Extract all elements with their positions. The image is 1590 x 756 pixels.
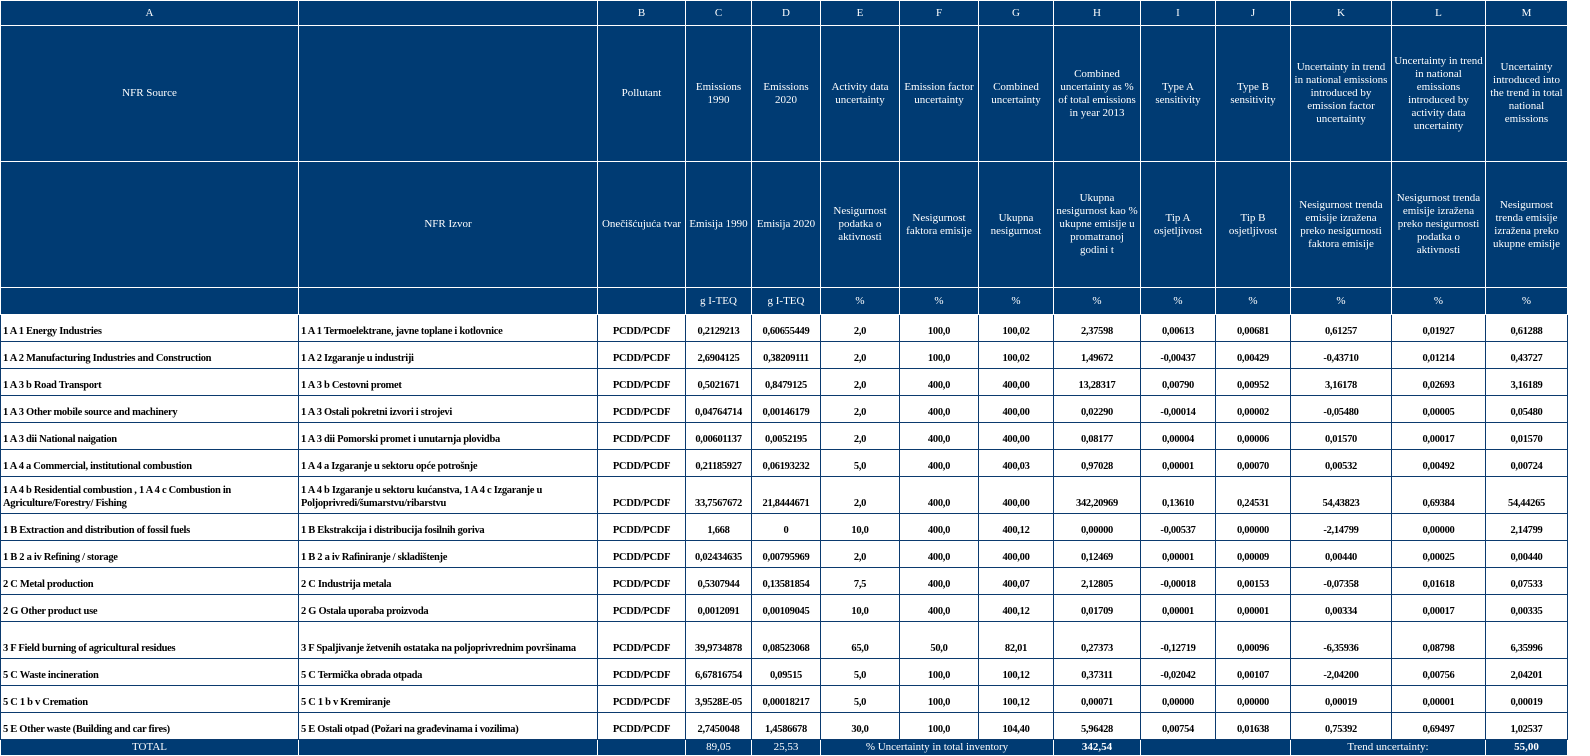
type-b-sensitivity-cell[interactable]: 0,00952 [1216, 369, 1291, 396]
emissions-2020-cell[interactable]: 0,00795969 [752, 541, 821, 568]
pollutant-cell[interactable]: PCDD/PCDF [598, 686, 686, 713]
emissions-1990-cell[interactable]: 0,0012091 [686, 595, 752, 622]
activity-data-uncertainty-cell[interactable]: 7,5 [821, 568, 900, 595]
combined-uncertainty-cell[interactable]: 400,00 [979, 396, 1054, 423]
nfr-izvor-cell[interactable]: 1 A 4 a Izgaranje u sektoru opće potrošnje [299, 450, 598, 477]
emissions-2020-cell[interactable]: 0,00146179 [752, 396, 821, 423]
nfr-source-cell[interactable]: 2 C Metal production [1, 568, 299, 595]
activity-data-uncertainty-cell[interactable]: 5,0 [821, 686, 900, 713]
emission-factor-uncertainty-cell[interactable]: 100,0 [900, 315, 979, 342]
emission-factor-uncertainty-cell[interactable]: 100,0 [900, 713, 979, 740]
croatian-column-header-12[interactable]: Nesigurnost trenda emisije izražena preko nesigurnosti podatka o aktivnosti [1392, 162, 1486, 288]
type-b-sensitivity-cell[interactable]: 0,00000 [1216, 514, 1291, 541]
combined-uncertainty-cell[interactable]: 100,12 [979, 659, 1054, 686]
croatian-column-header-8[interactable]: Ukupna nesigurnost kao % ukupne emisije u promatranoj godini t [1054, 162, 1141, 288]
activity-data-uncertainty-cell[interactable]: 2,0 [821, 423, 900, 450]
combined-uncertainty-pct-cell[interactable]: 0,97028 [1054, 450, 1141, 477]
croatian-column-header-7[interactable]: Ukupna nesigurnost [979, 162, 1054, 288]
combined-uncertainty-cell[interactable]: 82,01 [979, 622, 1054, 659]
table-row [1, 450, 1568, 477]
type-a-sensitivity-cell[interactable]: 0,00004 [1141, 423, 1216, 450]
english-header-row [1, 26, 1568, 162]
table-row [1, 622, 1568, 659]
type-a-sensitivity-cell[interactable]: -0,00437 [1141, 342, 1216, 369]
nfr-izvor-cell[interactable]: 1 B Ekstrakcija i distribucija fosilnih goriva [299, 514, 598, 541]
combined-uncertainty-pct-cell[interactable]: 0,37311 [1054, 659, 1141, 686]
type-a-sensitivity-cell[interactable]: 0,00000 [1141, 686, 1216, 713]
emission-factor-uncertainty-cell[interactable]: 400,0 [900, 595, 979, 622]
total-row [1, 740, 1568, 756]
activity-data-uncertainty-cell[interactable]: 5,0 [821, 659, 900, 686]
table-row [1, 595, 1568, 622]
emissions-2020-cell[interactable]: 0,09515 [752, 659, 821, 686]
english-column-header-7[interactable]: Combined uncertainty [979, 26, 1054, 162]
column-letter-header-2[interactable]: B [598, 1, 686, 26]
total-empty-cell[interactable] [598, 740, 686, 756]
emissions-2020-cell[interactable]: 1,4586678 [752, 713, 821, 740]
combined-uncertainty-cell[interactable]: 100,12 [979, 686, 1054, 713]
nfr-izvor-cell[interactable]: 1 A 3 dii Pomorski promet i unutarnja plovidba [299, 423, 598, 450]
combined-uncertainty-cell[interactable]: 400,00 [979, 477, 1054, 514]
trend-total-uncertainty-cell[interactable]: 0,00019 [1486, 686, 1568, 713]
english-column-header-4[interactable]: Emissions 2020 [752, 26, 821, 162]
combined-uncertainty-cell[interactable]: 400,07 [979, 568, 1054, 595]
emission-factor-uncertainty-cell[interactable]: 400,0 [900, 396, 979, 423]
unit-header-13[interactable]: % [1486, 288, 1568, 315]
column-letter-header-12[interactable]: L [1392, 1, 1486, 26]
type-a-sensitivity-cell[interactable]: -0,00537 [1141, 514, 1216, 541]
english-column-header-11[interactable]: Uncertainty in trend in national emissions introduced by emission factor uncertainty [1291, 26, 1392, 162]
trend-total-uncertainty-cell[interactable]: 54,44265 [1486, 477, 1568, 514]
emission-factor-uncertainty-cell[interactable]: 400,0 [900, 541, 979, 568]
emissions-1990-cell[interactable]: 6,67816754 [686, 659, 752, 686]
nfr-izvor-cell[interactable]: 2 G Ostala uporaba proizvoda [299, 595, 598, 622]
trend-ef-uncertainty-cell[interactable]: 0,00440 [1291, 541, 1392, 568]
column-letter-header-10[interactable]: J [1216, 1, 1291, 26]
croatian-header-row [1, 162, 1568, 288]
croatian-column-header-0[interactable] [1, 162, 299, 288]
type-a-sensitivity-cell[interactable]: 0,00790 [1141, 369, 1216, 396]
trend-total-uncertainty-cell[interactable]: 0,00335 [1486, 595, 1568, 622]
total-empty-cell[interactable] [299, 740, 598, 756]
unit-header-4[interactable]: g I-TEQ [752, 288, 821, 315]
nfr-izvor-cell[interactable]: 1 A 2 Izgaranje u industriji [299, 342, 598, 369]
nfr-source-cell[interactable]: 1 A 1 Energy Industries [1, 315, 299, 342]
english-column-header-12[interactable]: Uncertainty in trend in national emissions introduced by activity data uncertainty [1392, 26, 1486, 162]
trend-ad-uncertainty-cell[interactable]: 0,00000 [1392, 514, 1486, 541]
trend-ef-uncertainty-cell[interactable]: -6,35936 [1291, 622, 1392, 659]
trend-uncertainty-label[interactable]: Trend uncertainty: [1291, 740, 1486, 756]
table-row [1, 514, 1568, 541]
croatian-column-header-6[interactable]: Nesigurnost faktora emisije [900, 162, 979, 288]
nfr-source-cell[interactable]: 3 F Field burning of agricultural residues [1, 622, 299, 659]
unit-header-8[interactable]: % [1054, 288, 1141, 315]
pollutant-cell[interactable]: PCDD/PCDF [598, 541, 686, 568]
column-letter-header-4[interactable]: D [752, 1, 821, 26]
type-a-sensitivity-cell[interactable]: -0,12719 [1141, 622, 1216, 659]
pollutant-cell[interactable]: PCDD/PCDF [598, 342, 686, 369]
emissions-1990-cell[interactable]: 3,9528E-05 [686, 686, 752, 713]
type-a-sensitivity-cell[interactable]: 0,00001 [1141, 541, 1216, 568]
column-letter-header-7[interactable]: G [979, 1, 1054, 26]
unit-header-11[interactable]: % [1291, 288, 1392, 315]
column-letters-row [1, 1, 1568, 26]
nfr-izvor-cell[interactable]: 5 C 1 b v Kremiranje [299, 686, 598, 713]
nfr-izvor-cell[interactable]: 1 A 3 Ostali pokretni izvori i strojevi [299, 396, 598, 423]
type-b-sensitivity-cell[interactable]: 0,00153 [1216, 568, 1291, 595]
trend-total-uncertainty-cell[interactable]: 3,16189 [1486, 369, 1568, 396]
english-column-header-2[interactable]: Pollutant [598, 26, 686, 162]
total-emissions-2020[interactable]: 25,53 [752, 740, 821, 756]
pollutant-cell[interactable]: PCDD/PCDF [598, 659, 686, 686]
type-b-sensitivity-cell[interactable]: 0,00096 [1216, 622, 1291, 659]
trend-ad-uncertainty-cell[interactable]: 0,00492 [1392, 450, 1486, 477]
type-b-sensitivity-cell[interactable]: 0,00000 [1216, 686, 1291, 713]
type-a-sensitivity-cell[interactable]: -0,02042 [1141, 659, 1216, 686]
english-column-header-5[interactable]: Activity data uncertainty [821, 26, 900, 162]
type-a-sensitivity-cell[interactable]: -0,00014 [1141, 396, 1216, 423]
combined-uncertainty-pct-cell[interactable]: 2,12805 [1054, 568, 1141, 595]
nfr-source-cell[interactable]: 1 B Extraction and distribution of fossil fuels [1, 514, 299, 541]
trend-ef-uncertainty-cell[interactable]: 54,43823 [1291, 477, 1392, 514]
english-column-header-0[interactable]: NFR Source [1, 26, 299, 162]
type-a-sensitivity-cell[interactable]: -0,00018 [1141, 568, 1216, 595]
emissions-2020-cell[interactable]: 0,60655449 [752, 315, 821, 342]
emissions-1990-cell[interactable]: 0,5307944 [686, 568, 752, 595]
combined-uncertainty-pct-cell[interactable]: 0,02290 [1054, 396, 1141, 423]
trend-ef-uncertainty-cell[interactable]: 0,00019 [1291, 686, 1392, 713]
nfr-source-cell[interactable]: 2 G Other product use [1, 595, 299, 622]
trend-total-uncertainty-cell[interactable]: 2,14799 [1486, 514, 1568, 541]
unit-header-6[interactable]: % [900, 288, 979, 315]
type-b-sensitivity-cell[interactable]: 0,00070 [1216, 450, 1291, 477]
croatian-column-header-9[interactable]: Tip A osjetljivost [1141, 162, 1216, 288]
nfr-izvor-cell[interactable]: 5 C Termička obrada otpada [299, 659, 598, 686]
trend-ad-uncertainty-cell[interactable]: 0,00756 [1392, 659, 1486, 686]
croatian-column-header-2[interactable]: Onečišćujuća tvar [598, 162, 686, 288]
english-column-header-9[interactable]: Type A sensitivity [1141, 26, 1216, 162]
croatian-column-header-3[interactable]: Emisija 1990 [686, 162, 752, 288]
trend-ef-uncertainty-cell[interactable]: 0,00532 [1291, 450, 1392, 477]
nfr-source-cell[interactable]: 5 E Other waste (Building and car fires) [1, 713, 299, 740]
emission-factor-uncertainty-cell[interactable]: 50,0 [900, 622, 979, 659]
trend-ad-uncertainty-cell[interactable]: 0,01214 [1392, 342, 1486, 369]
type-b-sensitivity-cell[interactable]: 0,00681 [1216, 315, 1291, 342]
type-a-sensitivity-cell[interactable]: 0,00001 [1141, 450, 1216, 477]
type-a-sensitivity-cell[interactable]: 0,13610 [1141, 477, 1216, 514]
croatian-column-header-11[interactable]: Nesigurnost trenda emisije izražena preko nesigurnosti faktora emisije [1291, 162, 1392, 288]
combined-uncertainty-cell[interactable]: 400,00 [979, 369, 1054, 396]
emissions-2020-cell[interactable]: 0,00018217 [752, 686, 821, 713]
nfr-source-cell[interactable]: 1 A 4 a Commercial, institutional combustion [1, 450, 299, 477]
pollutant-cell[interactable]: PCDD/PCDF [598, 568, 686, 595]
type-b-sensitivity-cell[interactable]: 0,00006 [1216, 423, 1291, 450]
table-row [1, 659, 1568, 686]
combined-uncertainty-pct-cell[interactable]: 1,49672 [1054, 342, 1141, 369]
combined-uncertainty-pct-cell[interactable]: 2,37598 [1054, 315, 1141, 342]
emissions-1990-cell[interactable]: 39,9734878 [686, 622, 752, 659]
trend-total-uncertainty-cell[interactable]: 0,00724 [1486, 450, 1568, 477]
trend-total-uncertainty-cell[interactable]: 0,61288 [1486, 315, 1568, 342]
emissions-1990-cell[interactable]: 0,00601137 [686, 423, 752, 450]
trend-uncertainty-value[interactable]: 55,00 [1486, 740, 1568, 756]
nfr-izvor-cell[interactable]: 1 A 3 b Cestovni promet [299, 369, 598, 396]
trend-total-uncertainty-cell[interactable]: 2,04201 [1486, 659, 1568, 686]
unit-header-3[interactable]: g I-TEQ [686, 288, 752, 315]
trend-ef-uncertainty-cell[interactable]: 0,00334 [1291, 595, 1392, 622]
units-row [1, 288, 1568, 315]
combined-uncertainty-cell[interactable]: 104,40 [979, 713, 1054, 740]
unit-header-12[interactable]: % [1392, 288, 1486, 315]
table-row [1, 541, 1568, 568]
english-column-header-1[interactable] [299, 26, 598, 162]
english-column-header-3[interactable]: Emissions 1990 [686, 26, 752, 162]
emissions-1990-cell[interactable]: 0,2129213 [686, 315, 752, 342]
activity-data-uncertainty-cell[interactable]: 2,0 [821, 342, 900, 369]
unit-header-2[interactable] [598, 288, 686, 315]
column-letter-header-13[interactable]: M [1486, 1, 1568, 26]
unit-header-7[interactable]: % [979, 288, 1054, 315]
unit-header-1[interactable] [299, 288, 598, 315]
emission-factor-uncertainty-cell[interactable]: 400,0 [900, 568, 979, 595]
type-b-sensitivity-cell[interactable]: 0,00001 [1216, 595, 1291, 622]
table-row [1, 568, 1568, 595]
pollutant-cell[interactable]: PCDD/PCDF [598, 369, 686, 396]
trend-ef-uncertainty-cell[interactable]: -0,07358 [1291, 568, 1392, 595]
table-row [1, 477, 1568, 514]
activity-data-uncertainty-cell[interactable]: 30,0 [821, 713, 900, 740]
column-letter-header-9[interactable]: I [1141, 1, 1216, 26]
trend-ef-uncertainty-cell[interactable]: -0,43710 [1291, 342, 1392, 369]
column-letter-header-5[interactable]: E [821, 1, 900, 26]
activity-data-uncertainty-cell[interactable]: 10,0 [821, 595, 900, 622]
column-letter-header-1[interactable] [299, 1, 598, 26]
unit-header-5[interactable]: % [821, 288, 900, 315]
trend-ad-uncertainty-cell[interactable]: 0,02693 [1392, 369, 1486, 396]
nfr-source-cell[interactable]: 5 C 1 b v Cremation [1, 686, 299, 713]
emissions-2020-cell[interactable]: 0,8479125 [752, 369, 821, 396]
croatian-column-header-1[interactable]: NFR Izvor [299, 162, 598, 288]
column-letter-header-8[interactable]: H [1054, 1, 1141, 26]
total-inventory-label[interactable]: % Uncertainty in total inventory [821, 740, 1054, 756]
column-letter-header-11[interactable]: K [1291, 1, 1392, 26]
total-emissions-1990[interactable]: 89,05 [686, 740, 752, 756]
trend-ad-uncertainty-cell[interactable]: 0,00017 [1392, 595, 1486, 622]
pollutant-cell[interactable]: PCDD/PCDF [598, 450, 686, 477]
nfr-source-cell[interactable]: 1 B 2 a iv Refining / storage [1, 541, 299, 568]
nfr-izvor-cell[interactable]: 1 A 1 Termoelektrane, javne toplane i kotlovnice [299, 315, 598, 342]
nfr-izvor-cell[interactable]: 1 A 4 b Izgaranje u sektoru kućanstva, 1 A 4 c Izgaranje u Poljoprivredi/šumarstvu/ribarstvu [299, 477, 598, 514]
table-row [1, 315, 1568, 342]
emissions-2020-cell[interactable]: 0,38209111 [752, 342, 821, 369]
english-column-header-6[interactable]: Emission factor uncertainty [900, 26, 979, 162]
pollutant-cell[interactable]: PCDD/PCDF [598, 315, 686, 342]
emissions-2020-cell[interactable]: 21,8444671 [752, 477, 821, 514]
combined-uncertainty-cell[interactable]: 400,00 [979, 541, 1054, 568]
table-row [1, 686, 1568, 713]
trend-ad-uncertainty-cell[interactable]: 0,00001 [1392, 686, 1486, 713]
unit-header-0[interactable] [1, 288, 299, 315]
emission-factor-uncertainty-cell[interactable]: 400,0 [900, 477, 979, 514]
trend-ad-uncertainty-cell[interactable]: 0,69497 [1392, 713, 1486, 740]
total-label[interactable]: TOTAL [1, 740, 299, 756]
emission-factor-uncertainty-cell[interactable]: 400,0 [900, 450, 979, 477]
table-row [1, 342, 1568, 369]
pollutant-cell[interactable]: PCDD/PCDF [598, 396, 686, 423]
activity-data-uncertainty-cell[interactable]: 5,0 [821, 450, 900, 477]
croatian-column-header-5[interactable]: Nesigurnost podatka o aktivnosti [821, 162, 900, 288]
emission-factor-uncertainty-cell[interactable]: 400,0 [900, 369, 979, 396]
trend-total-uncertainty-cell[interactable]: 0,07533 [1486, 568, 1568, 595]
combined-uncertainty-cell[interactable]: 400,12 [979, 514, 1054, 541]
combined-uncertainty-pct-cell[interactable]: 5,96428 [1054, 713, 1141, 740]
emissions-1990-cell[interactable]: 0,02434635 [686, 541, 752, 568]
trend-ad-uncertainty-cell[interactable]: 0,00025 [1392, 541, 1486, 568]
nfr-source-cell[interactable]: 5 C Waste incineration [1, 659, 299, 686]
activity-data-uncertainty-cell[interactable]: 2,0 [821, 369, 900, 396]
trend-total-uncertainty-cell[interactable]: 0,01570 [1486, 423, 1568, 450]
combined-uncertainty-pct-cell[interactable]: 0,08177 [1054, 423, 1141, 450]
total-inventory-uncertainty[interactable]: 342,54 [1054, 740, 1141, 756]
emission-factor-uncertainty-cell[interactable]: 100,0 [900, 659, 979, 686]
trend-ef-uncertainty-cell[interactable]: -2,04200 [1291, 659, 1392, 686]
type-b-sensitivity-cell[interactable]: 0,00009 [1216, 541, 1291, 568]
nfr-izvor-cell[interactable]: 1 B 2 a iv Rafiniranje / skladištenje [299, 541, 598, 568]
croatian-column-header-13[interactable]: Nesigurnost trenda emisije izražena preko ukupne emisije [1486, 162, 1568, 288]
croatian-column-header-4[interactable]: Emisija 2020 [752, 162, 821, 288]
combined-uncertainty-pct-cell[interactable]: 0,00000 [1054, 514, 1141, 541]
pollutant-cell[interactable]: PCDD/PCDF [598, 595, 686, 622]
table-row [1, 423, 1568, 450]
trend-ef-uncertainty-cell[interactable]: 0,75392 [1291, 713, 1392, 740]
table-row [1, 713, 1568, 740]
activity-data-uncertainty-cell[interactable]: 2,0 [821, 315, 900, 342]
emission-factor-uncertainty-cell[interactable]: 100,0 [900, 342, 979, 369]
pollutant-cell[interactable]: PCDD/PCDF [598, 477, 686, 514]
trend-ef-uncertainty-cell[interactable]: -2,14799 [1291, 514, 1392, 541]
emissions-2020-cell[interactable]: 0,00109045 [752, 595, 821, 622]
combined-uncertainty-pct-cell[interactable]: 0,01709 [1054, 595, 1141, 622]
emission-factor-uncertainty-cell[interactable]: 100,0 [900, 686, 979, 713]
type-b-sensitivity-cell[interactable]: 0,00002 [1216, 396, 1291, 423]
total-empty-cell[interactable] [1141, 740, 1291, 756]
trend-ad-uncertainty-cell[interactable]: 0,69384 [1392, 477, 1486, 514]
type-b-sensitivity-cell[interactable]: 0,01638 [1216, 713, 1291, 740]
pollutant-cell[interactable]: PCDD/PCDF [598, 423, 686, 450]
activity-data-uncertainty-cell[interactable]: 2,0 [821, 541, 900, 568]
trend-ef-uncertainty-cell[interactable]: 0,61257 [1291, 315, 1392, 342]
type-b-sensitivity-cell[interactable]: 0,24531 [1216, 477, 1291, 514]
nfr-izvor-cell[interactable]: 5 E Ostali otpad (Požari na građevinama i vozilima) [299, 713, 598, 740]
emission-factor-uncertainty-cell[interactable]: 400,0 [900, 423, 979, 450]
trend-total-uncertainty-cell[interactable]: 0,05480 [1486, 396, 1568, 423]
combined-uncertainty-cell[interactable]: 100,02 [979, 342, 1054, 369]
combined-uncertainty-pct-cell[interactable]: 13,28317 [1054, 369, 1141, 396]
combined-uncertainty-pct-cell[interactable]: 342,20969 [1054, 477, 1141, 514]
emissions-1990-cell[interactable]: 0,5021671 [686, 369, 752, 396]
nfr-izvor-cell[interactable]: 3 F Spaljivanje žetvenih ostataka na poljoprivrednim površinama [299, 622, 598, 659]
trend-total-uncertainty-cell[interactable]: 0,43727 [1486, 342, 1568, 369]
combined-uncertainty-cell[interactable]: 100,02 [979, 315, 1054, 342]
pollutant-cell[interactable]: PCDD/PCDF [598, 622, 686, 659]
emissions-2020-cell[interactable]: 0 [752, 514, 821, 541]
nfr-source-cell[interactable]: 1 A 4 b Residential combustion , 1 A 4 c Combustion in Agriculture/Forestry/ Fishing [1, 477, 299, 514]
croatian-column-header-10[interactable]: Tip B osjetljivost [1216, 162, 1291, 288]
activity-data-uncertainty-cell[interactable]: 10,0 [821, 514, 900, 541]
activity-data-uncertainty-cell[interactable]: 2,0 [821, 396, 900, 423]
nfr-source-cell[interactable]: 1 A 2 Manufacturing Industries and Construction [1, 342, 299, 369]
trend-ad-uncertainty-cell[interactable]: 0,08798 [1392, 622, 1486, 659]
table-row [1, 369, 1568, 396]
emissions-1990-cell[interactable]: 33,7567672 [686, 477, 752, 514]
activity-data-uncertainty-cell[interactable]: 65,0 [821, 622, 900, 659]
combined-uncertainty-pct-cell[interactable]: 0,27373 [1054, 622, 1141, 659]
nfr-source-cell[interactable]: 1 A 3 Other mobile source and machinery [1, 396, 299, 423]
emissions-2020-cell[interactable]: 0,08523068 [752, 622, 821, 659]
emissions-1990-cell[interactable]: 2,6904125 [686, 342, 752, 369]
emissions-1990-cell[interactable]: 0,04764714 [686, 396, 752, 423]
trend-ad-uncertainty-cell[interactable]: 0,01618 [1392, 568, 1486, 595]
trend-total-uncertainty-cell[interactable]: 1,02537 [1486, 713, 1568, 740]
type-a-sensitivity-cell[interactable]: 0,00613 [1141, 315, 1216, 342]
type-b-sensitivity-cell[interactable]: 0,00429 [1216, 342, 1291, 369]
trend-ef-uncertainty-cell[interactable]: 3,16178 [1291, 369, 1392, 396]
combined-uncertainty-pct-cell[interactable]: 0,12469 [1054, 541, 1141, 568]
type-a-sensitivity-cell[interactable]: 0,00754 [1141, 713, 1216, 740]
column-letter-header-6[interactable]: F [900, 1, 979, 26]
combined-uncertainty-pct-cell[interactable]: 0,00071 [1054, 686, 1141, 713]
emission-factor-uncertainty-cell[interactable]: 400,0 [900, 514, 979, 541]
trend-ad-uncertainty-cell[interactable]: 0,01927 [1392, 315, 1486, 342]
trend-total-uncertainty-cell[interactable]: 6,35996 [1486, 622, 1568, 659]
emissions-2020-cell[interactable]: 0,0052195 [752, 423, 821, 450]
english-column-header-13[interactable]: Uncertainty introduced into the trend in total national emissions [1486, 26, 1568, 162]
column-letter-header-3[interactable]: C [686, 1, 752, 26]
trend-ef-uncertainty-cell[interactable]: -0,05480 [1291, 396, 1392, 423]
trend-ef-uncertainty-cell[interactable]: 0,01570 [1291, 423, 1392, 450]
english-column-header-8[interactable]: Combined uncertainty as % of total emissions in year 2013 [1054, 26, 1141, 162]
nfr-source-cell[interactable]: 1 A 3 b Road Transport [1, 369, 299, 396]
pollutant-cell[interactable]: PCDD/PCDF [598, 713, 686, 740]
trend-total-uncertainty-cell[interactable]: 0,00440 [1486, 541, 1568, 568]
unit-header-10[interactable]: % [1216, 288, 1291, 315]
combined-uncertainty-cell[interactable]: 400,12 [979, 595, 1054, 622]
emissions-1990-cell[interactable]: 2,7450048 [686, 713, 752, 740]
emissions-2020-cell[interactable]: 0,06193232 [752, 450, 821, 477]
type-b-sensitivity-cell[interactable]: 0,00107 [1216, 659, 1291, 686]
column-letter-header-0[interactable]: A [1, 1, 299, 26]
english-column-header-10[interactable]: Type B sensitivity [1216, 26, 1291, 162]
unit-header-9[interactable]: % [1141, 288, 1216, 315]
type-a-sensitivity-cell[interactable]: 0,00001 [1141, 595, 1216, 622]
combined-uncertainty-cell[interactable]: 400,03 [979, 450, 1054, 477]
trend-ad-uncertainty-cell[interactable]: 0,00017 [1392, 423, 1486, 450]
nfr-izvor-cell[interactable]: 2 C Industrija metala [299, 568, 598, 595]
emissions-1990-cell[interactable]: 1,668 [686, 514, 752, 541]
activity-data-uncertainty-cell[interactable]: 2,0 [821, 477, 900, 514]
combined-uncertainty-cell[interactable]: 400,00 [979, 423, 1054, 450]
emissions-1990-cell[interactable]: 0,21185927 [686, 450, 752, 477]
pollutant-cell[interactable]: PCDD/PCDF [598, 514, 686, 541]
emissions-2020-cell[interactable]: 0,13581854 [752, 568, 821, 595]
table-row [1, 396, 1568, 423]
trend-ad-uncertainty-cell[interactable]: 0,00005 [1392, 396, 1486, 423]
nfr-source-cell[interactable]: 1 A 3 dii National naigation [1, 423, 299, 450]
